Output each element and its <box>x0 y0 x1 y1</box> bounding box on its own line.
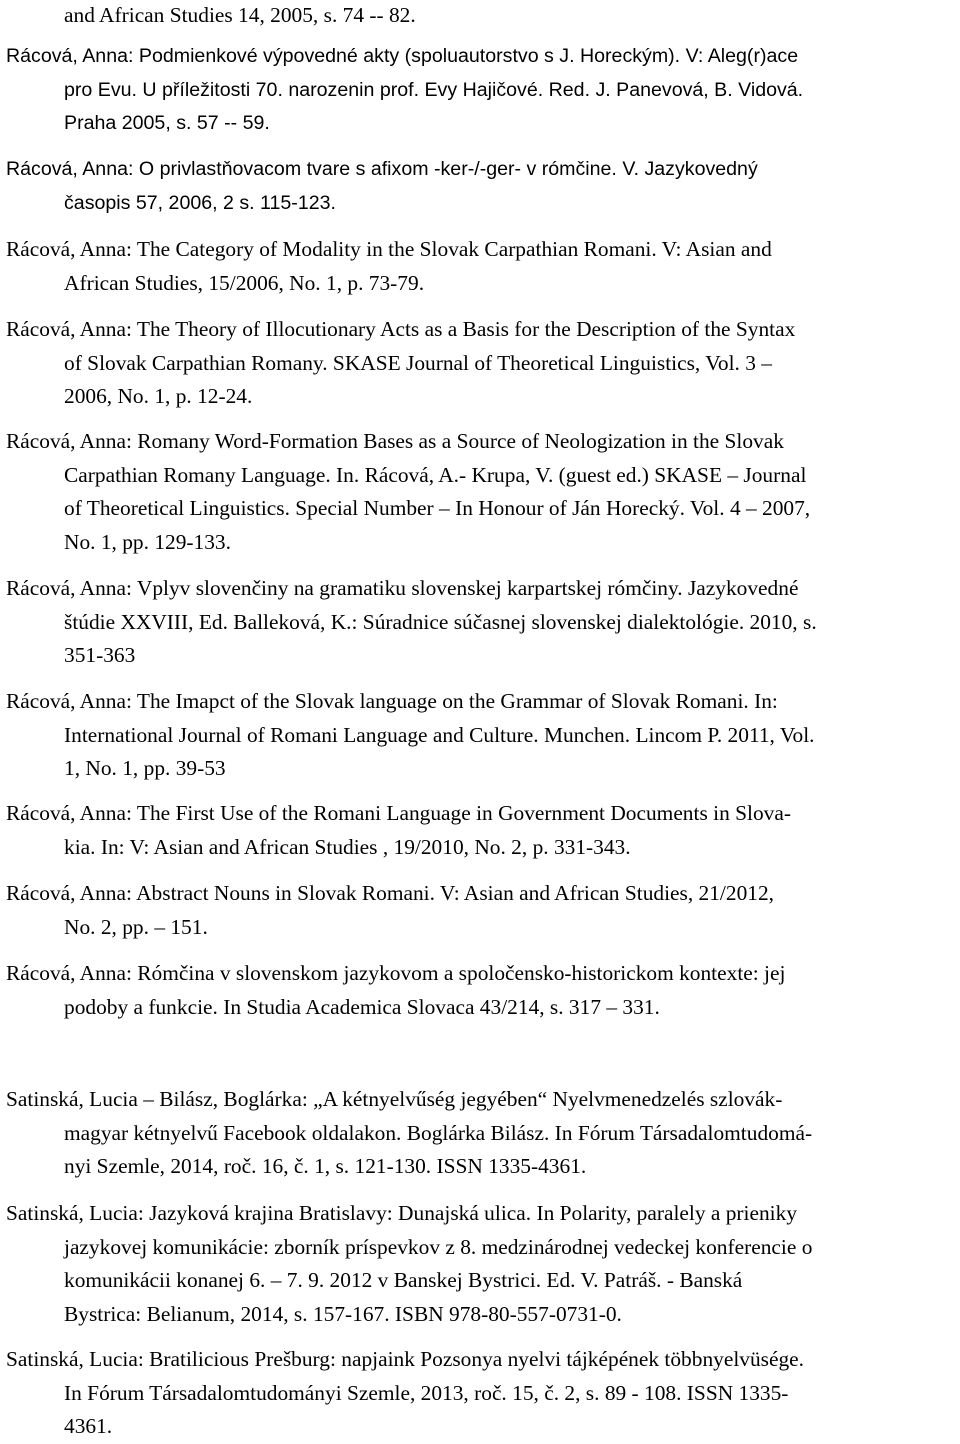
reference-line: Rácová, Anna: Abstract Nouns in Slovak Romani. V: Asian and African Studies, 21/2012, <box>6 881 775 905</box>
reference-line: 1, No. 1, pp. 39-53 <box>64 756 226 780</box>
reference-entry <box>6 40 952 141</box>
reference-line: magyar kétnyelvű Facebook oldalakon. Boglárka Bilász. In Fórum Társadalomtudomá- <box>64 1120 813 1145</box>
reference-line: Carpathian Romany Language. In. Rácová, A.- Krupa, V. (guest ed.) SKASE – Journal <box>64 462 807 487</box>
reference-entry <box>6 313 952 414</box>
reference-line: 2006, No. 1, p. 12-24. <box>64 384 253 408</box>
reference-line: Satinská, Lucia: Jazyková krajina Bratislavy: Dunajská ulica. In Polarity, paralely a prieniky <box>6 1201 798 1225</box>
reference-entry <box>6 797 952 864</box>
reference-entry <box>6 877 952 944</box>
reference-entry <box>6 1083 952 1184</box>
reference-line: 4361. <box>64 1414 113 1438</box>
reference-entry <box>6 685 952 786</box>
reference-line: 351-363 <box>64 643 136 667</box>
reference-line: Rácová, Anna: Vplyv slovenčiny na gramatiku slovenskej karpartskej rómčiny. Jazykovedné <box>6 576 799 600</box>
reference-line: časopis 57, 2006, 2 s. 115-123. <box>64 191 336 214</box>
reference-line: kia. In: V: Asian and African Studies , 19/2010, No. 2, p. 331-343. <box>64 834 631 859</box>
reference-line: Rácová, Anna: Podmienkové výpovedné akty (spoluautorstvo s J. Horeckým). V: Aleg(r)ace <box>6 45 799 67</box>
reference-line: pro Evu. U příležitosti 70. narozenin prof. Evy Hajičové. Red. J. Panevová, B. Vidová. <box>64 78 804 101</box>
reference-entry <box>6 425 952 559</box>
reference-line: African Studies, 15/2006, No. 1, p. 73-79. <box>64 270 425 295</box>
reference-line: nyi Szemle, 2014, roč. 16, č. 1, s. 121-130. ISSN 1335-4361. <box>64 1154 587 1178</box>
reference-entry <box>6 233 952 300</box>
reference-line: štúdie XXVIII, Ed. Balleková, K.: Súradnice súčasnej slovenskej dialektológie. 2010, s. <box>64 609 817 634</box>
reference-entry <box>6 1197 952 1331</box>
reference-entry <box>6 1343 952 1444</box>
reference-line: International Journal of Romani Language and Culture. Munchen. Lincom P. 2011, Vol. <box>64 722 815 747</box>
reference-line: Rácová, Anna: Rómčina v slovenskom jazykovom a spoločensko-historickom kontexte: jej <box>6 961 786 985</box>
reference-line: Rácová, Anna: O privlastňovacom tvare s afixom -ker-/-ger- v rómčine. V. Jazykovedný <box>6 158 758 180</box>
reference-line: In Fórum Társadalomtudományi Szemle, 2013, roč. 15, č. 2, s. 89 - 108. ISSN 1335- <box>64 1380 789 1405</box>
reference-line: Satinská, Lucia: Bratilicious Prešburg: napjaink Pozsonya nyelvi tájképének többnyelvüsége. <box>6 1347 805 1371</box>
reference-line: Rácová, Anna: The Imapct of the Slovak language on the Grammar of Slovak Romani. In: <box>6 689 778 713</box>
reference-line: Rácová, Anna: Romany Word-Formation Bases as a Source of Neologization in the Slovak <box>6 429 784 453</box>
reference-entry <box>6 572 952 673</box>
reference-line: Praha 2005, s. 57 -- 59. <box>64 112 270 134</box>
reference-line: Bystrica: Belianum, 2014, s. 157-167. ISBN 978-80-557-0731-0. <box>64 1301 622 1326</box>
reference-entry <box>6 153 952 220</box>
reference-line: Rácová, Anna: The Category of Modality in the Slovak Carpathian Romani. V: Asian and <box>6 237 772 261</box>
reference-line: of Slovak Carpathian Romany. SKASE Journal of Theoretical Linguistics, Vol. 3 – <box>64 350 772 375</box>
reference-line: of Theoretical Linguistics. Special Number – In Honour of Ján Horecký. Vol. 4 – 2007, <box>64 496 811 520</box>
reference-line: No. 2, pp. – 151. <box>64 914 208 939</box>
reference-line: No. 1, pp. 129-133. <box>64 529 231 554</box>
reference-line: jazykovej komunikácie: zborník príspevkov z 8. medzinárodnej vedeckej konferencie o <box>64 1234 813 1259</box>
reference-line: komunikácii konanej 6. – 7. 9. 2012 v Banskej Bystrici. Ed. V. Patráš. - Banská <box>64 1268 743 1292</box>
reference-entry <box>6 0 952 33</box>
reference-line: Satinská, Lucia – Bilász, Boglárka: „A kétnyelvűség jegyében“ Nyelvmenedzelés szlovák- <box>6 1087 783 1111</box>
reference-line: Rácová, Anna: The First Use of the Romani Language in Government Documents in Slova- <box>6 801 791 825</box>
reference-line: podoby a funkcie. In Studia Academica Slovaca 43/214, s. 317 – 331. <box>64 994 660 1019</box>
reference-line: Rácová, Anna: The Theory of Illocutionary Acts as a Basis for the Description of the Syntax <box>6 317 796 341</box>
reference-entry <box>6 957 952 1024</box>
reference-line: and African Studies 14, 2005, s. 74 -- 82. <box>64 3 416 27</box>
